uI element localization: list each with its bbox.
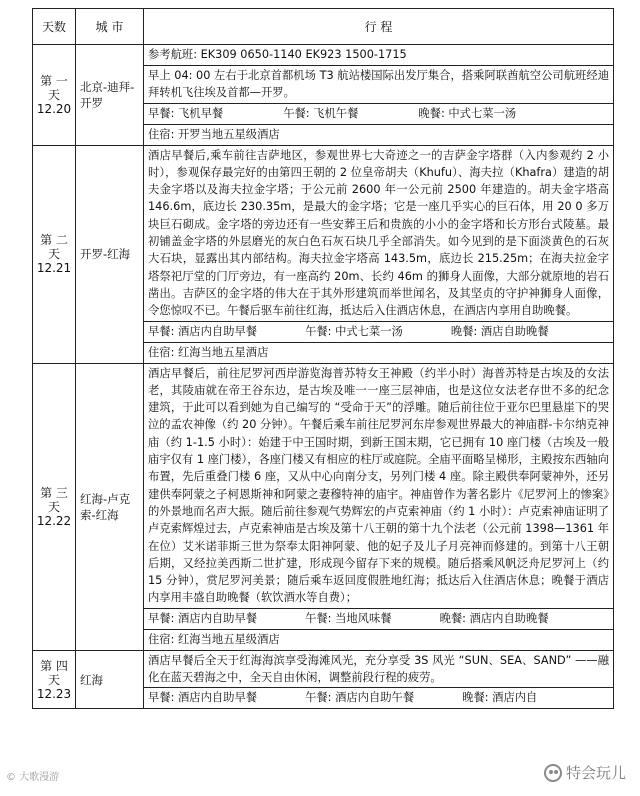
watermark-right [544, 762, 626, 783]
day-row-3 [33, 363, 614, 608]
day-date: 12.23 [36, 686, 72, 701]
lunch: 午餐: 飞机午餐 [283, 106, 359, 120]
city-cell: 红海-卢克索-红海 [76, 363, 144, 650]
dinner: 晚餐: 酒店内自助晚餐 [439, 611, 549, 625]
day-cell [33, 363, 76, 650]
flight-info: 参考航班: EK309 0650-1140 EK923 1500-1715 [144, 45, 614, 66]
breakfast: 早餐: 飞机早餐 [148, 106, 224, 120]
program-text: 酒店早餐后全天于红海海滨享受海滩风光，充分享受 3S 风光 “SUN、SEA、SAND” ——融化在蓝天碧海之中，全天自由休闲，调整前段行程的疲劳。 [144, 650, 614, 688]
program-text: 早上 04: 00 左右于北京首都机场 T3 航站楼国际出发厅集合，搭乘阿联酋航空公司航班经迪拜转机飞往埃及首都—开罗。 [144, 66, 614, 104]
day-row-4 [33, 650, 614, 688]
dinner: 晚餐: 酒店自助晚餐 [450, 324, 549, 338]
hotel-row: 住宿: 红海当地五星级酒店 [144, 629, 614, 650]
wechat-icon [544, 764, 562, 782]
watermark-left: © 大歌漫游 [6, 772, 60, 783]
day-label: 第 三 天 [40, 485, 68, 514]
meals-row [144, 321, 614, 342]
hotel-row: 住宿: 开罗当地五星级酒店 [144, 124, 614, 145]
meals-row [144, 608, 614, 629]
day-date: 12.22 [36, 513, 72, 528]
breakfast: 早餐: 酒店内自助早餐 [148, 691, 258, 705]
day-date: 12.20 [36, 101, 72, 116]
day-label: 第 二 天 [40, 233, 68, 262]
day-cell [33, 650, 76, 709]
hotel-row: 住宿: 红海当地五星酒店 [144, 342, 614, 363]
header-day: 天数 [33, 9, 76, 45]
lunch: 午餐: 当地风味餐 [305, 611, 392, 625]
city-cell: 北京-迪拜-开罗 [76, 45, 144, 146]
breakfast: 早餐: 酒店内自助早餐 [148, 611, 258, 625]
breakfast: 早餐: 酒店内自助早餐 [148, 324, 258, 338]
day-cell [33, 45, 76, 146]
lunch: 午餐: 酒店内自助午餐 [305, 691, 415, 705]
day-label: 第 四 天 [40, 658, 68, 687]
day-row-1 [33, 45, 614, 66]
city-cell: 红海 [76, 650, 144, 709]
city-cell: 开罗-红海 [76, 145, 144, 363]
day-label: 第 一 天 [40, 73, 68, 102]
day-date: 12.21 [36, 261, 72, 276]
program-text: 酒店早餐后，前往尼罗河西岸游览海普苏特女王神殿（约半小时）海普苏特是古埃及的女法老，其陵庙就在帝王谷东边，是古埃及唯一一座三层神庙，也是这位女法老存世不多的纪念建筑，于此可以看到她为自己编写的 “受命于天”的浮雕。随后前往位于亚尔巴里悬崖下的哭泣的孟农神像（约 20 分钟）。午餐后乘车前往尼罗河东岸参观世界最大的神庙群-卡尔纳克神庙（约 1-1.5 小时）：始建于中王国时期，到新王国末期，它已拥有 10 座门楼（古埃及一般庙宇仅有 1 座门楼），各座门楼又有相应的柱厅或庭院。全庙平面略呈梯形，主殿按东西轴向布置，先后重叠门楼 6 座，又从中心向南分支，另列门楼 4 座。除主殿供奉阿蒙神外，还另建供奉阿蒙之子柯恩斯神和阿蒙之妻穆特神的庙宇。神庙曾作为著名影片《尼罗河上的惨案》的外景地而名声大振。随后前往参观气势辉宏的卢克索神庙（约 1 小时）：卢克索神庙证明了卢克索辉煌过去，卢克索神庙是古埃及第十八王朝的第十九个法老（公元前 1398—1361 年在位）艾米诺菲斯三世为祭奉太阳神阿蒙、他的妃子及儿子月亮神而修建的。到第十八王朝后期，又经拉美西斯二世扩建，形成现今留存下来的规模。随后搭乘风帆泛舟尼罗河上（约 15 分钟），赏尼罗河美景；随后乘车返回度假胜地红海；抵达后入住酒店休息；晚餐于酒店内享用丰盛自助晚餐（软饮酒水等自费）； [144, 363, 614, 608]
program-text: 酒店早餐后,乘车前往吉萨地区，参观世界七大奇迹之一的吉萨金字塔群（入内参观约 2 小时），参观保存最完好的由第四王朝的 2 位皇帝胡夫（Khufu）、海夫拉（Khafra）建造的胡夫金字塔以及海夫拉金字塔；于公元前 2600 年一公元前 2500 年建造的。胡夫金字塔高 146.6m，底边长 230.35m，是最大的金字塔；它是一座几乎实心的巨石体，用 20 0 多万块巨石砌成。金字塔的旁边还有一些安葬王后和贵族的小小的金字塔和长方形台式陵墓。最初铺盖金字塔的外层磨光的灰白色石灰石块几乎全部消失。如今见到的是下面淡黄色的石灰大石块，显露出其内部结构。海夫拉金字塔高 143.5m，底边长 215.25m；在海夫拉金字塔祭祀厅堂的门厅旁边，有一座高约 20m、长约 46m 的狮身人面像，大部分就原地的岩石凿出。吉萨区的金字塔的伟大在于其外形建筑而举世闻名，及其坚贞的守护神狮身人面像，令您惊叹不已。午餐后驱车前往红海，抵达后入住酒店休息，在酒店内享用自助晚餐。 [144, 145, 614, 321]
day-row-2 [33, 145, 614, 321]
dinner: 晚餐: 酒店内自 [462, 691, 538, 705]
header-city: 城 市 [76, 9, 144, 45]
meals-row [144, 688, 614, 709]
table-header-row [33, 9, 614, 45]
itinerary-table [32, 8, 614, 709]
day-cell [33, 145, 76, 363]
header-program: 行 程 [144, 9, 614, 45]
watermark-text: 特会玩儿 [565, 764, 626, 782]
lunch: 午餐: 中式七菜一汤 [305, 324, 403, 338]
meals-row [144, 103, 614, 124]
dinner: 晚餐: 中式七菜一汤 [418, 106, 517, 120]
